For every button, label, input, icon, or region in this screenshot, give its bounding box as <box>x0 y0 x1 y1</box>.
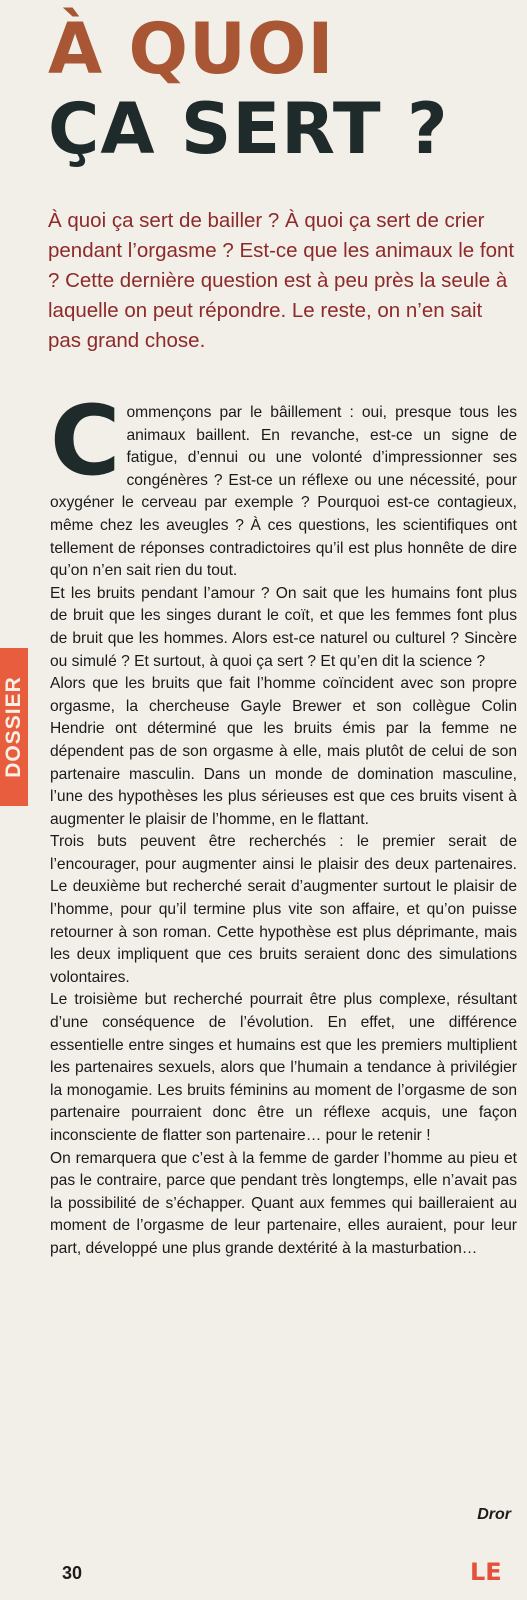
paragraph-6: On remarquera que c’est à la femme de garder l’homme au pieu et pas le contraire, parce que pendant très longtemps, elle n’avait pas la possibilité de s’échapper. Quant aux femmes qui bailleraient au moment de l’orgasme de leur partenaire, elles auraient, pour leur part, développé une plus grande dextérité à la masturbation… <box>50 1149 517 1257</box>
lede-paragraph: À quoi ça sert de bailler ? À quoi ça sert de crier pendant l’orgasme ? Est-ce que les animaux le font ? Cette dernière question est à peu près la seule à laquelle on peut répondre. Le reste, on n’en sait pas grand chose. <box>48 209 515 352</box>
article-body <box>50 385 517 1261</box>
paragraph-1-text: ommençons par le bâillement : oui, presque tous les animaux baillent. En revanche, est-ce un signe de fatigue, d’ennui ou une volonté d’impressionner ses congénères ? Est-ce un réflexe ou une nécessité, pour oxygéner le cerveau par exemple ? Pourquoi est-ce contagieux, même chez les aveugles ? À ces questions, les scientifiques ont tellement de réponses contradictoires qu’il est plus honnête de dire qu’on n’en sait rien du tout. <box>50 404 517 580</box>
section-tab <box>0 648 28 806</box>
paragraph-4: Trois buts peuvent être recherchés : le premier serait de l’encourager, pour augmenter ainsi le plaisir des deux partenaires. Le deuxième but recherché serait d’augmenter surtout le plaisir de l’homme, pour qu’il termine plus vite son affaire, et qu’on puisse retourner à son roman. Cette hypothèse est plus déprimante, mais les deux impliquent que ces bruits seraient donc des simulations volontaires. <box>50 833 517 986</box>
paragraph-1 <box>50 385 517 583</box>
paragraph-2: Et les bruits pendant l’amour ? On sait que les humains font plus de bruit que les singes durant le coït, et que les femmes font plus de bruit que les hommes. Alors est-ce naturel ou culturel ? Sincère ou simulé ? Et surtout, à quoi ça sert ? Et qu’en dit la science ? <box>50 584 517 670</box>
paragraph-5: Le troisième but recherché pourrait être plus complexe, résultant d’une conséquence de l’évolution. En effet, une différence essentielle entre singes et humains est que les premiers multiplient les partenaires sexuels, alors que l’humain a tendance à privilégier la monogamie. Les bruits féminins au moment de l’orgasme de son partenaire pourraient donc être un réflexe acquis, une façon inconsciente de flatter son partenaire… pour le retenir ! <box>50 991 517 1144</box>
headline-line-2: ÇA SERT ? <box>48 88 449 170</box>
page-number: 30 <box>62 1563 83 1583</box>
magazine-brand-fragment: LE <box>470 1558 502 1586</box>
section-tab-label: DOSSIER <box>2 676 25 778</box>
author-signature: Dror <box>477 1506 511 1523</box>
headline <box>48 8 518 180</box>
drop-cap: C <box>50 385 121 497</box>
headline-line-1: À QUOI <box>48 8 335 90</box>
paragraph-3: Alors que les bruits que fait l’homme coïncident avec son propre orgasme, la chercheuse Gayle Brewer et son collègue Colin Hendrie ont déterminé que les bruits émis par la femme ne dépendent pas de son orgasme à elle, mais plutôt de celui de son partenaire masculin. Dans un monde de domination masculine, l’une des hypothèses les plus sérieuses est que ces bruits visent à augmenter le plaisir de l’homme, en le flattant. <box>50 675 517 828</box>
